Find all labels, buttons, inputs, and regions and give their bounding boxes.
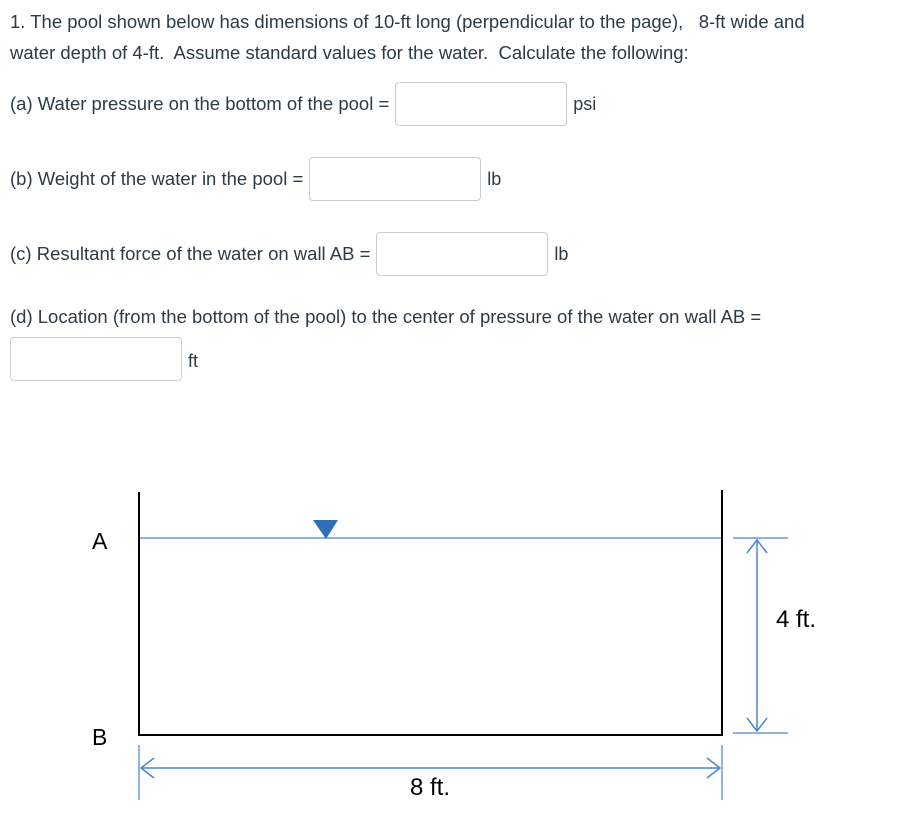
question-intro-line1: 1. The pool shown below has dimensions of 10-ft long (perpendicular to the page), 8-ft wide and bbox=[10, 11, 805, 32]
label-point-a: A bbox=[92, 528, 108, 554]
question-intro-line2: water depth of 4-ft. Assume standard values for the water. Calculate the following: bbox=[10, 42, 689, 63]
part-c-unit: lb bbox=[554, 243, 569, 264]
part-d-label: (d) Location (from the bottom of the pool) to the center of pressure of the water on wall AB = bbox=[10, 306, 762, 327]
label-point-b: B bbox=[92, 724, 108, 750]
depth-label: 4 ft. bbox=[776, 606, 817, 633]
part-d-unit: ft bbox=[188, 351, 199, 371]
part-b-label: (b) Weight of the water in the pool = bbox=[10, 168, 304, 189]
width-label: 8 ft. bbox=[410, 774, 451, 801]
part-b-unit: lb bbox=[487, 168, 502, 189]
part-a-unit: psi bbox=[573, 93, 597, 114]
part-c-label: (c) Resultant force of the water on wall AB = bbox=[10, 243, 371, 264]
part-a-label: (a) Water pressure on the bottom of the pool = bbox=[10, 93, 390, 114]
free-surface-marker-icon bbox=[313, 520, 338, 539]
